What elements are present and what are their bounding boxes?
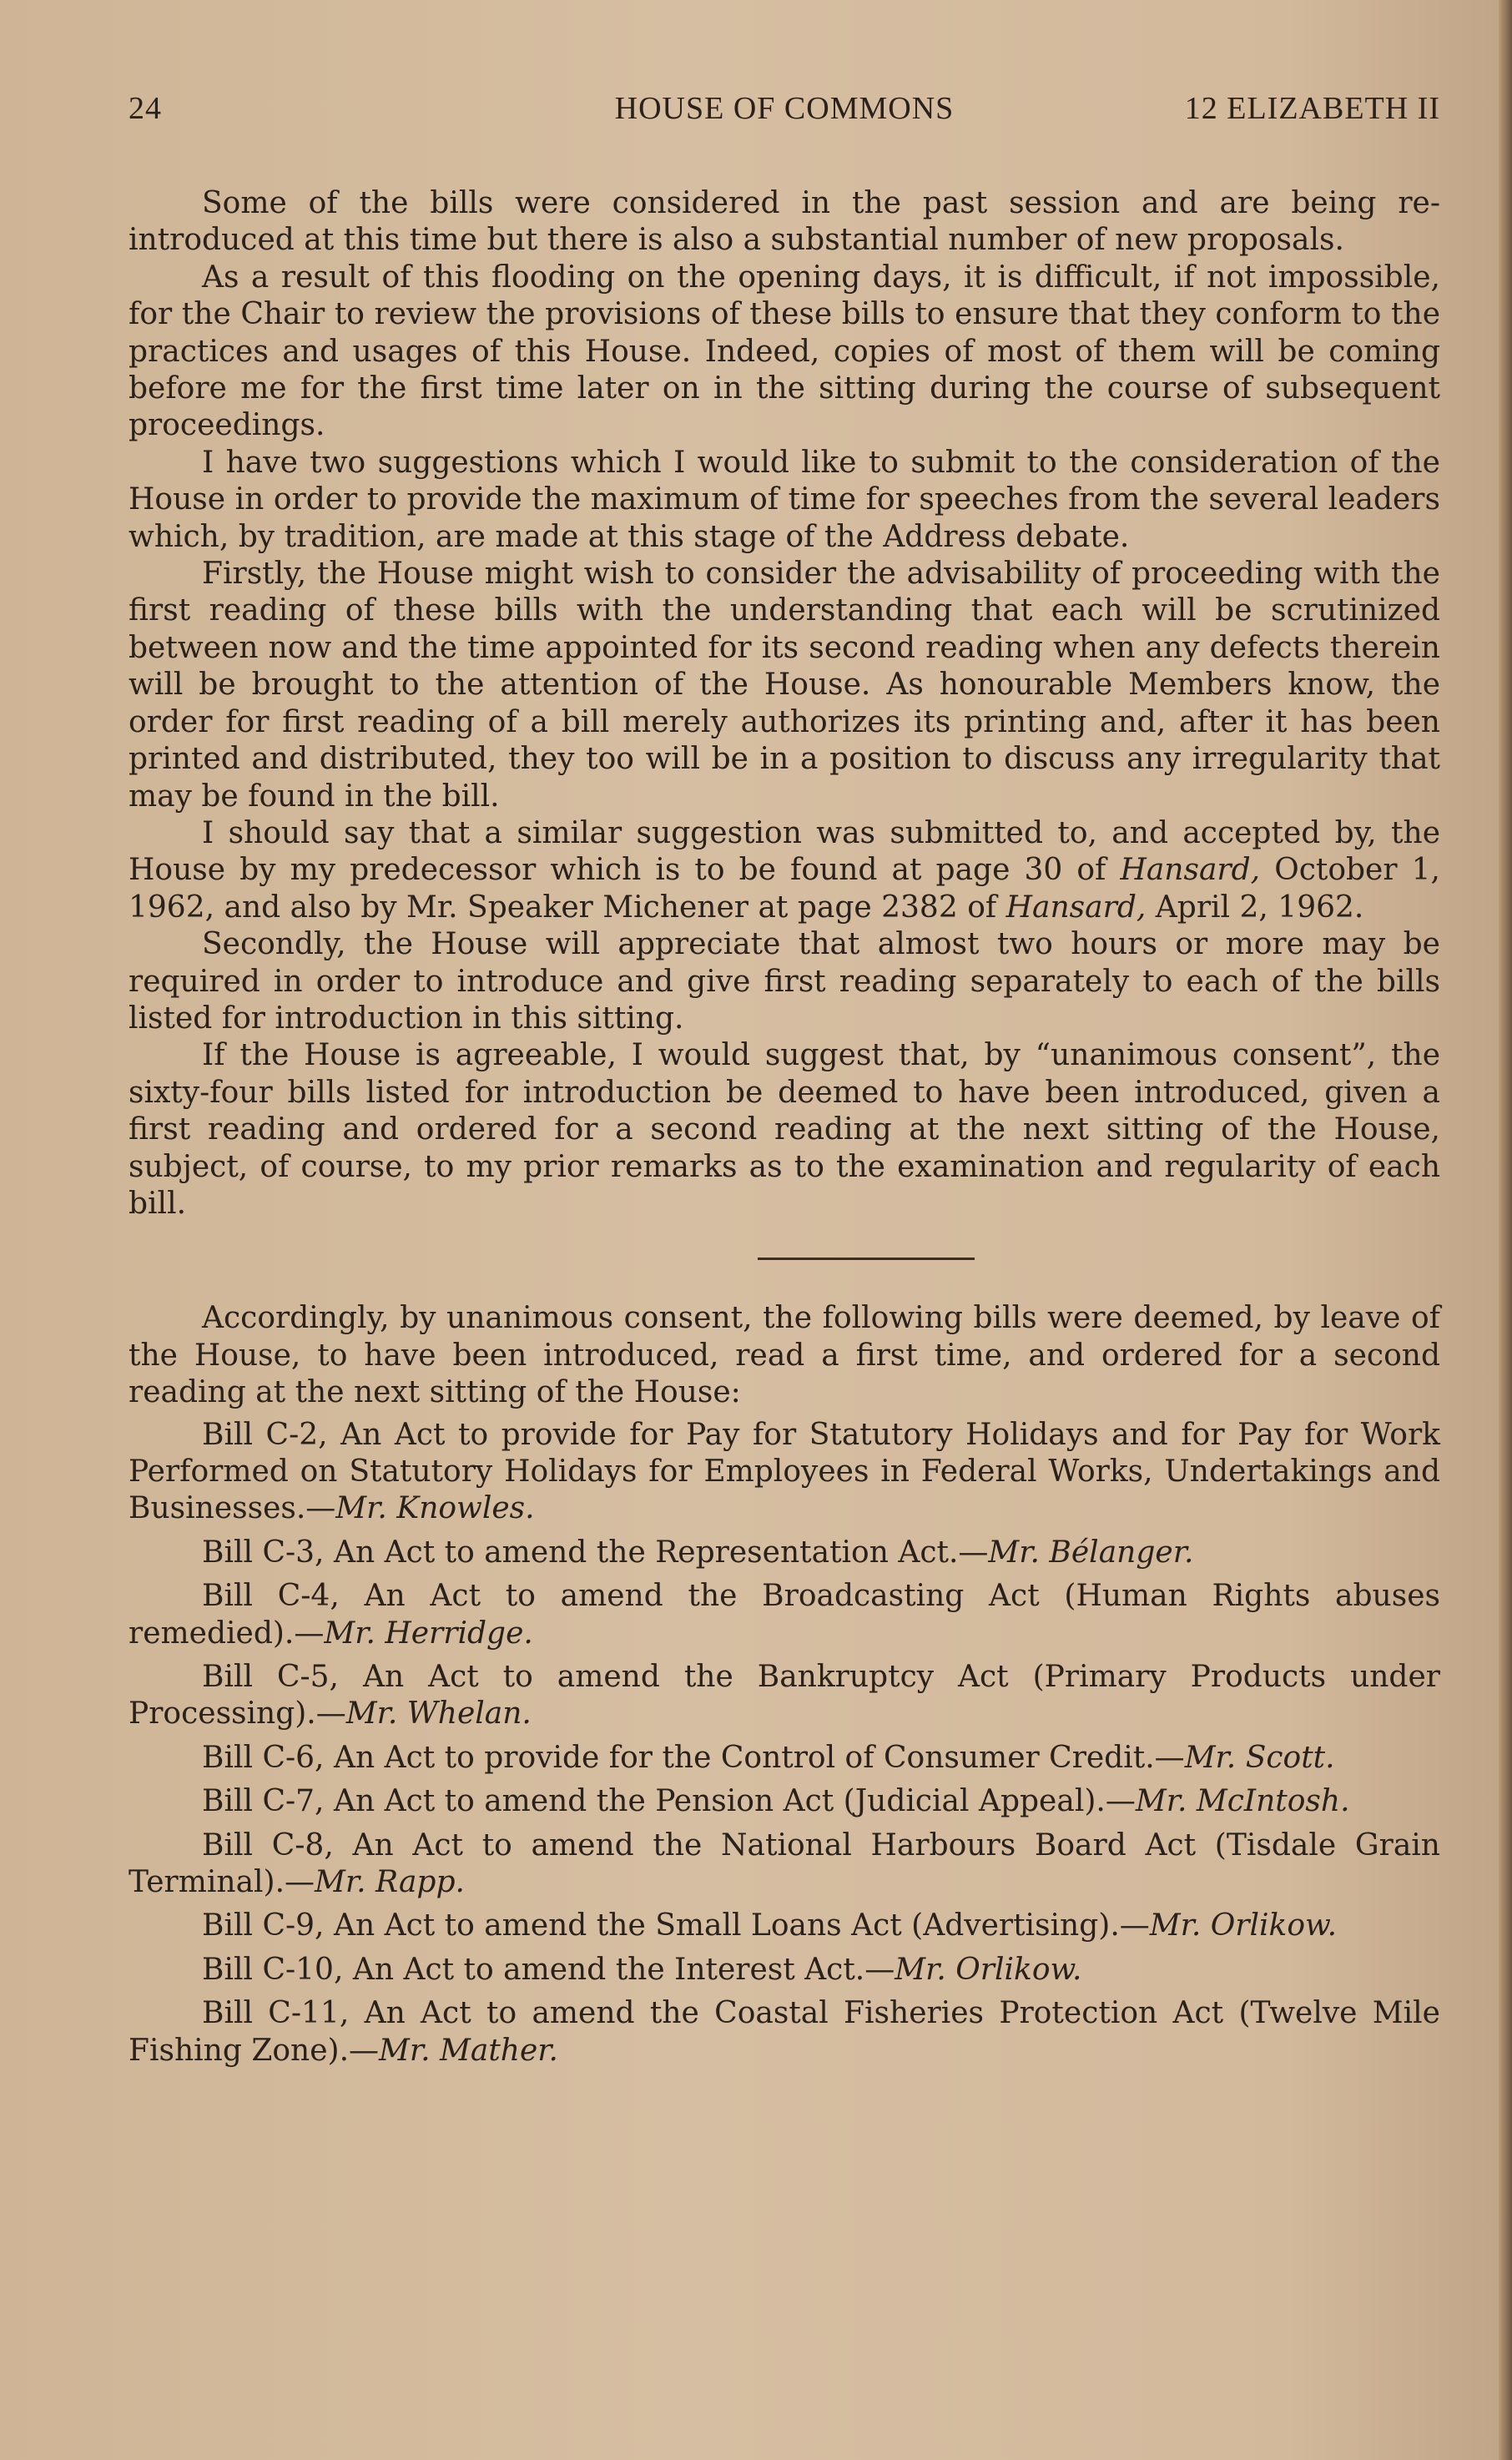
bill-text: Bill C-8, An Act to amend the National Harbours Board Act (Tisdale Grain Terminal).— <box>129 1827 1440 1900</box>
bill-sponsor: Mr. Bélanger. <box>988 1535 1194 1570</box>
hansard-citation: Hansard, <box>1005 890 1147 925</box>
bill-entry <box>129 1995 1440 2069</box>
paragraph-text: April 2, 1962. <box>1146 890 1364 925</box>
bill-sponsor: Mr. Herridge. <box>324 1616 533 1651</box>
page-number: 24 <box>129 91 162 126</box>
paragraph: Secondly, the House will appreciate that almost two hours or more may be required in order to introduce and give first reading separately to each of the bills listed for introduction in this sitting. <box>129 927 1440 1036</box>
paragraph: If the House is agreeable, I would suggest that, by “unanimous consent”, the sixty-four bills listed for introduction be deemed to have been introduced, given a first reading and ordered for a second reading at the next sitting of the House, subject, of course, to my prior remarks as to the examination and regularity of each bill. <box>129 1038 1440 1221</box>
bill-entry <box>129 1827 1440 1902</box>
bill-text: Bill C-7, An Act to amend the Pension Act (Judicial Appeal).— <box>202 1784 1136 1819</box>
page-body <box>129 185 1440 2076</box>
bill-text: Bill C-10, An Act to amend the Interest Act.— <box>202 1952 895 1987</box>
bill-sponsor: Mr. Rapp. <box>315 1865 465 1900</box>
bill-text: Bill C-4, An Act to amend the Broadcasting Act (Human Rights abuses remedied).— <box>129 1579 1440 1651</box>
bill-text: Bill C-6, An Act to provide for the Control of Consumer Credit.— <box>202 1740 1185 1775</box>
header-regnal-year: 12 ELIZABETH II <box>1184 91 1440 126</box>
bill-entry <box>129 1659 1440 1733</box>
hansard-citation: Hansard, <box>1120 853 1261 888</box>
paragraph: As a result of this flooding on the opening days, it is difficult, if not impossible, for the Chair to review the provisions of these bills to ensure that they conform to the practices and usages of this House. Indeed, copies of most of them will be coming before me for the first time later on in the sitting during the course of subsequent proceedings. <box>129 260 1440 443</box>
paragraph-hansard-reference <box>129 815 1440 926</box>
bill-sponsor: Mr. Orlikow. <box>895 1952 1082 1987</box>
bill-sponsor: Mr. Knowles. <box>335 1491 535 1526</box>
bill-entry <box>129 1535 1440 1571</box>
bill-entry <box>129 1952 1440 1989</box>
bill-entry <box>129 1908 1440 1944</box>
paragraph: Some of the bills were considered in the past session and are being re-introduced at this time but there is also a substantial number of new proposals. <box>129 186 1440 258</box>
paragraph: I have two suggestions which I would like to submit to the consideration of the House in order to provide the maximum of time for speeches from the several leaders which, by tradition, are made at this stage of the Address debate. <box>129 445 1440 554</box>
bill-text: Bill C-5, An Act to amend the Bankruptcy Act (Primary Products under Processing).— <box>129 1660 1440 1732</box>
running-header <box>129 90 1440 132</box>
paragraph-text: October 1, 1962, and also by Mr. Speaker Michener at page 2382 of <box>129 853 1440 925</box>
header-title: HOUSE OF COMMONS <box>614 91 955 126</box>
bill-text: Bill C-2, An Act to provide for Pay for Statutory Holidays and for Pay for Work Performed on Statutory Holidays for Employees in Federal Works, Undertakings and Businesses.— <box>129 1417 1440 1526</box>
bill-sponsor: Mr. Mather. <box>379 2033 558 2068</box>
bill-entry <box>129 1417 1440 1528</box>
bill-text: Bill C-3, An Act to amend the Representation Act.— <box>202 1535 989 1570</box>
bill-entry <box>129 1578 1440 1652</box>
bill-entry <box>129 1783 1440 1820</box>
bill-sponsor: Mr. McIntosh. <box>1135 1784 1350 1819</box>
paragraph-text: I should say that a similar suggestion was submitted to, and accepted by, the House by my predecessor which is to be found at page 30 of <box>129 815 1440 888</box>
paragraph: Firstly, the House might wish to consider the advisability of proceeding with the first reading of these bills with the understanding that each will be scrutinized between now and the time appointed for its second reading when any defects therein will be brought to the attention of the House. As honourable Members know, the order for first reading of a bill merely authorizes its printing and, after it has been printed and distributed, they too will be in a position to discuss any irregularity that may be found in the bill. <box>129 557 1440 814</box>
page-edge-shadow <box>1499 0 1512 2460</box>
bill-sponsor: Mr. Orlikow. <box>1149 1908 1338 1943</box>
bill-list <box>129 1417 1440 2070</box>
bill-text: Bill C-9, An Act to amend the Small Loans Act (Advertising).— <box>202 1908 1150 1943</box>
accordingly-paragraph: Accordingly, by unanimous consent, the following bills were deemed, by leave of the House, to have been introduced, read a first time, and ordered for a second reading at the next sitting of the House: <box>129 1301 1440 1410</box>
bill-text: Bill C-11, An Act to amend the Coastal Fisheries Protection Act (Twelve Mile Fishing Zone).— <box>129 1996 1440 2068</box>
section-divider <box>758 1258 975 1260</box>
bill-sponsor: Mr. Scott. <box>1184 1740 1335 1775</box>
bill-entry <box>129 1740 1440 1777</box>
bill-sponsor: Mr. Whelan. <box>345 1696 532 1732</box>
